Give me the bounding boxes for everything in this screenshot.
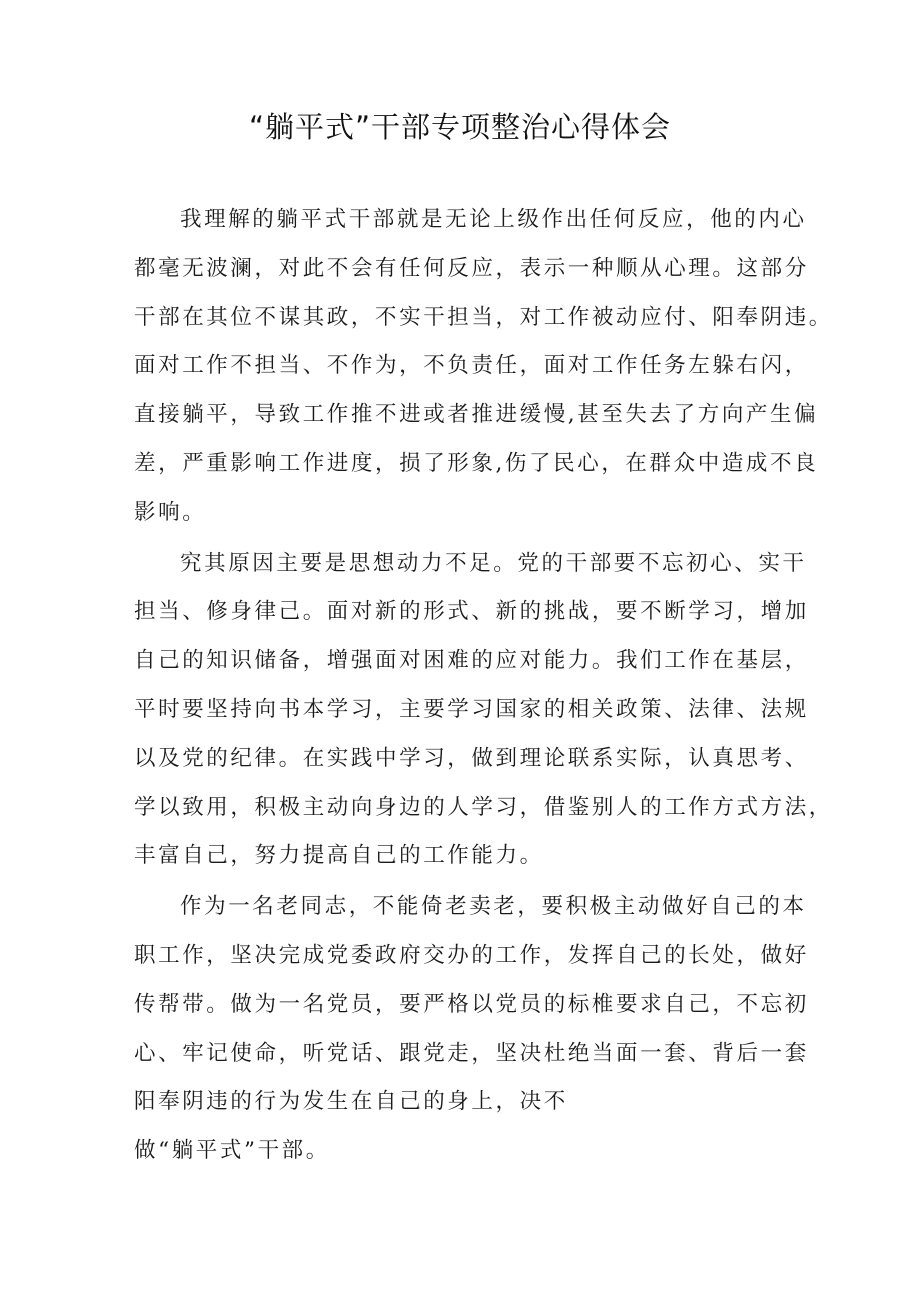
document-title: “躺平式”干部专项整治心得体会 xyxy=(248,110,672,144)
text-line: 职工作，坚决完成党委政府交办的工作，发挥自己的长处，做好 xyxy=(134,942,809,968)
text-line: 阳奉阴违的行为发生在自己的身上，决不 xyxy=(134,1089,568,1115)
text-line: 做“躺平式”干部。 xyxy=(134,1138,330,1164)
paragraph-3 xyxy=(134,883,814,1176)
text-line: 自己的知识储备，增强面对困难的应对能力。我们工作在基层， xyxy=(134,648,809,674)
text-line: 作为一名老同志，不能倚老卖老，要积极主动做好自己的本 xyxy=(180,894,807,920)
text-line: 直接躺平，导致工作推不进或者推进缓慢,甚至失去了方向产生偏 xyxy=(134,402,819,428)
text-line: 干部在其位不谋其政，不实干担当，对工作被动应付、阳奉阴违。 xyxy=(134,304,833,330)
text-line: 面对工作不担当、不作为，不负责任，面对工作任务左躲右闪， xyxy=(134,353,809,379)
text-line: 都毫无波澜，对此不会有任何反应，表示一种顺从心理。这部分 xyxy=(134,255,809,281)
text-line: 传帮带。做为一名党员，要严格以党员的标椎要求自己，不忘初 xyxy=(134,991,809,1017)
text-line: 以及党的纪律。在实践中学习，做到理论联系实际，认真思考、 xyxy=(134,745,809,771)
text-line: 究其原因主要是思想动力不足。党的干部要不忘初心、实干 xyxy=(180,550,807,576)
paragraph-2 xyxy=(134,540,833,882)
text-line: 担当、修身律己。面对新的形式、新的挑战，要不断学习，增加 xyxy=(134,599,809,625)
text-line: 平时要坚持向书本学习，主要学习国家的相关政策、法律、法规 xyxy=(134,696,809,722)
paragraph-1 xyxy=(134,196,833,538)
text-line: 影响。 xyxy=(134,499,207,525)
text-line: 我理解的躺平式干部就是无论上级作出任何反应，他的内心 xyxy=(180,207,807,232)
document-body xyxy=(134,196,833,1178)
text-line: 丰富自己，努力提高自己的工作能力。 xyxy=(134,843,544,869)
text-line: 差，严重影响工作进度，损了形象,伤了民心，在群众中造成不良 xyxy=(134,450,819,476)
text-line: 学以致用，积极主动向身边的人学习，借鉴别人的工作方式方法， xyxy=(134,794,833,820)
text-line: 心、牢记使命，听党话、跟党走，坚决杜绝当面一套、背后一套 xyxy=(134,1040,809,1066)
